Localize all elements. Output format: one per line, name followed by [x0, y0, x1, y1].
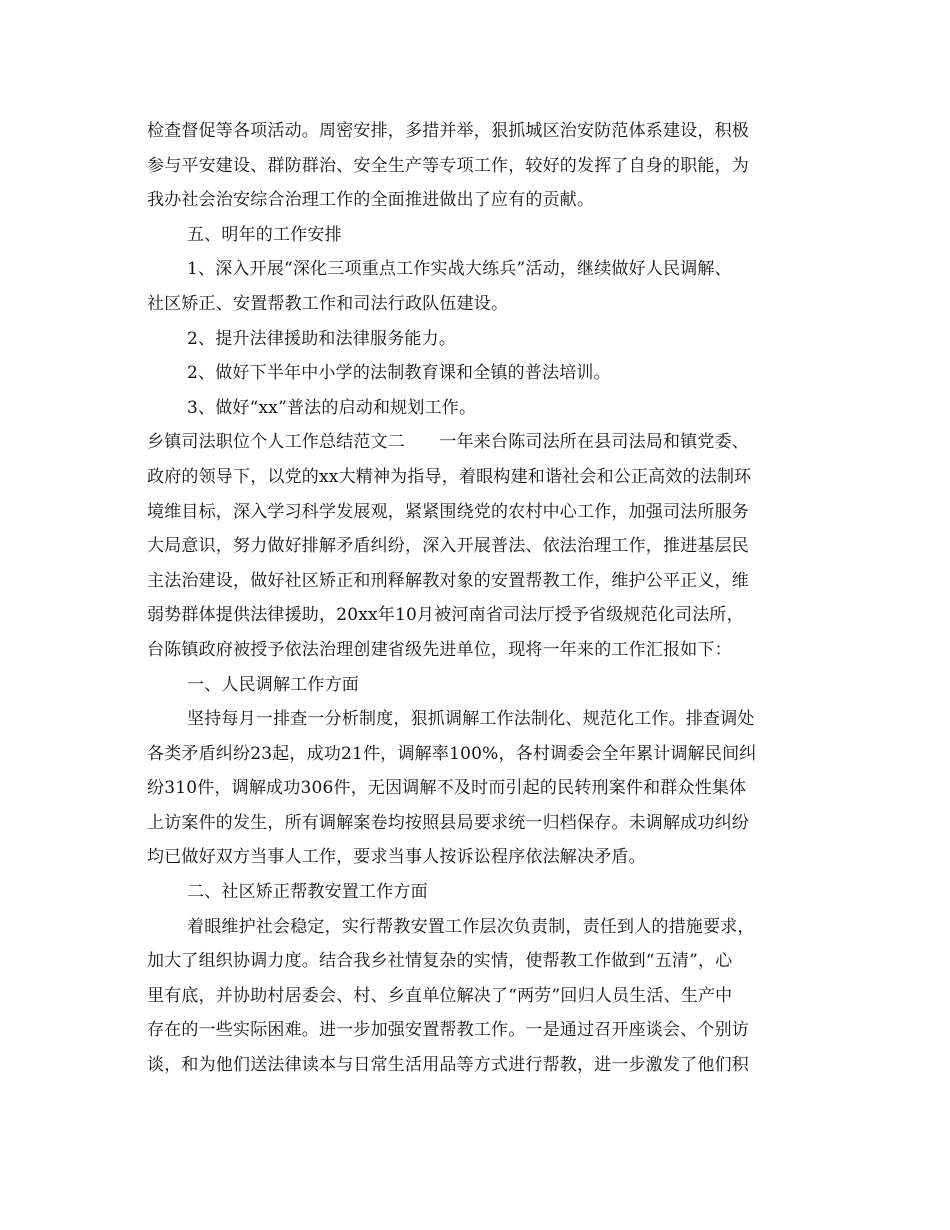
- paragraph-start-line: 3、做好“xx”普法的启动和规划工作。: [187, 397, 477, 418]
- text-line: 存在的一些实际困难。进一步加强安置帮教工作。一是通过召开座谈会、个别访: [147, 1020, 749, 1041]
- text-line: 境维目标，深入学习科学发展观，紧紧围绕党的农村中心工作，加强司法所服务: [147, 501, 749, 522]
- text-line: 弱势群体提供法律援助，20xx年10月被河南省司法厅授予省级规范化司法所，: [147, 605, 744, 626]
- paragraph-start-line: 坚持每月一排查一分析制度，狠抓调解工作法制化、规范化工作。排查调处: [187, 709, 755, 730]
- text-line: 政府的领导下，以党的xx大精神为指导，着眼构建和谐社会和公正高效的法制环: [147, 466, 752, 487]
- text-line: 乡镇司法职位个人工作总结范文二 一年来台陈司法所在县司法局和镇党委、: [147, 432, 749, 453]
- text-line: 台陈镇政府被授予依法治理创建省级先进单位，现将一年来的工作汇报如下：: [147, 639, 732, 660]
- paragraph-start-line: 2、做好下半年中小学的法制教育课和全镇的普法培训。: [187, 363, 611, 384]
- paragraph-start-line: 着眼维护社会稳定，实行帮教安置工作层次负责制，责任到人的措施要求，: [187, 916, 755, 937]
- text-line: 我办社会治安综合治理工作的全面推进做出了应有的贡献。: [147, 190, 595, 211]
- text-line: 社区矫正、安置帮教工作和司法行政队伍建设。: [147, 293, 509, 314]
- paragraph-start-line: 2、提升法律援助和法律服务能力。: [187, 328, 457, 349]
- document-body: [147, 114, 807, 1083]
- text-line: 各类矛盾纠纷23起，成功21件，调解率100%，各村调委会全年累计调解民间纠: [147, 743, 757, 764]
- text-line: 加大了组织协调力度。结合我乡社情复杂的实情，使帮教工作做到“五清”，心: [147, 951, 733, 972]
- text-line: 上访案件的发生，所有调解案卷均按照县局要求统一归档保存。未调解成功纠纷: [147, 812, 749, 833]
- text-line: 里有底，并协助村居委会、村、乡直单位解决了“两劳”回归人员生活、生产中: [147, 985, 733, 1006]
- text-line: 主法治建设，做好社区矫正和刑释解教对象的安置帮教工作，维护公平正义，维: [147, 570, 749, 591]
- text-line: 参与平安建设、群防群治、安全生产等专项工作，较好的发挥了自身的职能，为: [147, 155, 749, 176]
- paragraph-start-line: 1、深入开展“深化三项重点工作实战大练兵”活动，继续做好人民调解、: [187, 259, 732, 280]
- text-line: 均已做好双方当事人工作，要求当事人按诉讼程序依法解决矛盾。: [147, 847, 646, 868]
- text-line: 谈，和为他们送法律读本与日常生活用品等方式进行帮教，进一步激发了他们积: [147, 1055, 749, 1076]
- text-line: 纷310件，调解成功306件，无因调解不及时而引起的民转刑案件和群众性集体: [147, 778, 747, 799]
- text-line: 大局意识，努力做好排解矛盾纠纷，深入开展普法、依法治理工作，推进基层民: [147, 536, 749, 557]
- paragraph-start-line: 二、社区矫正帮教安置工作方面: [187, 882, 428, 903]
- text-line: 检查督促等各项活动。周密安排，多措并举，狠抓城区治安防范体系建设，积极: [147, 121, 749, 141]
- paragraph-start-line: 五、明年的工作安排: [187, 224, 342, 245]
- paragraph-start-line: 一、人民调解工作方面: [187, 674, 359, 695]
